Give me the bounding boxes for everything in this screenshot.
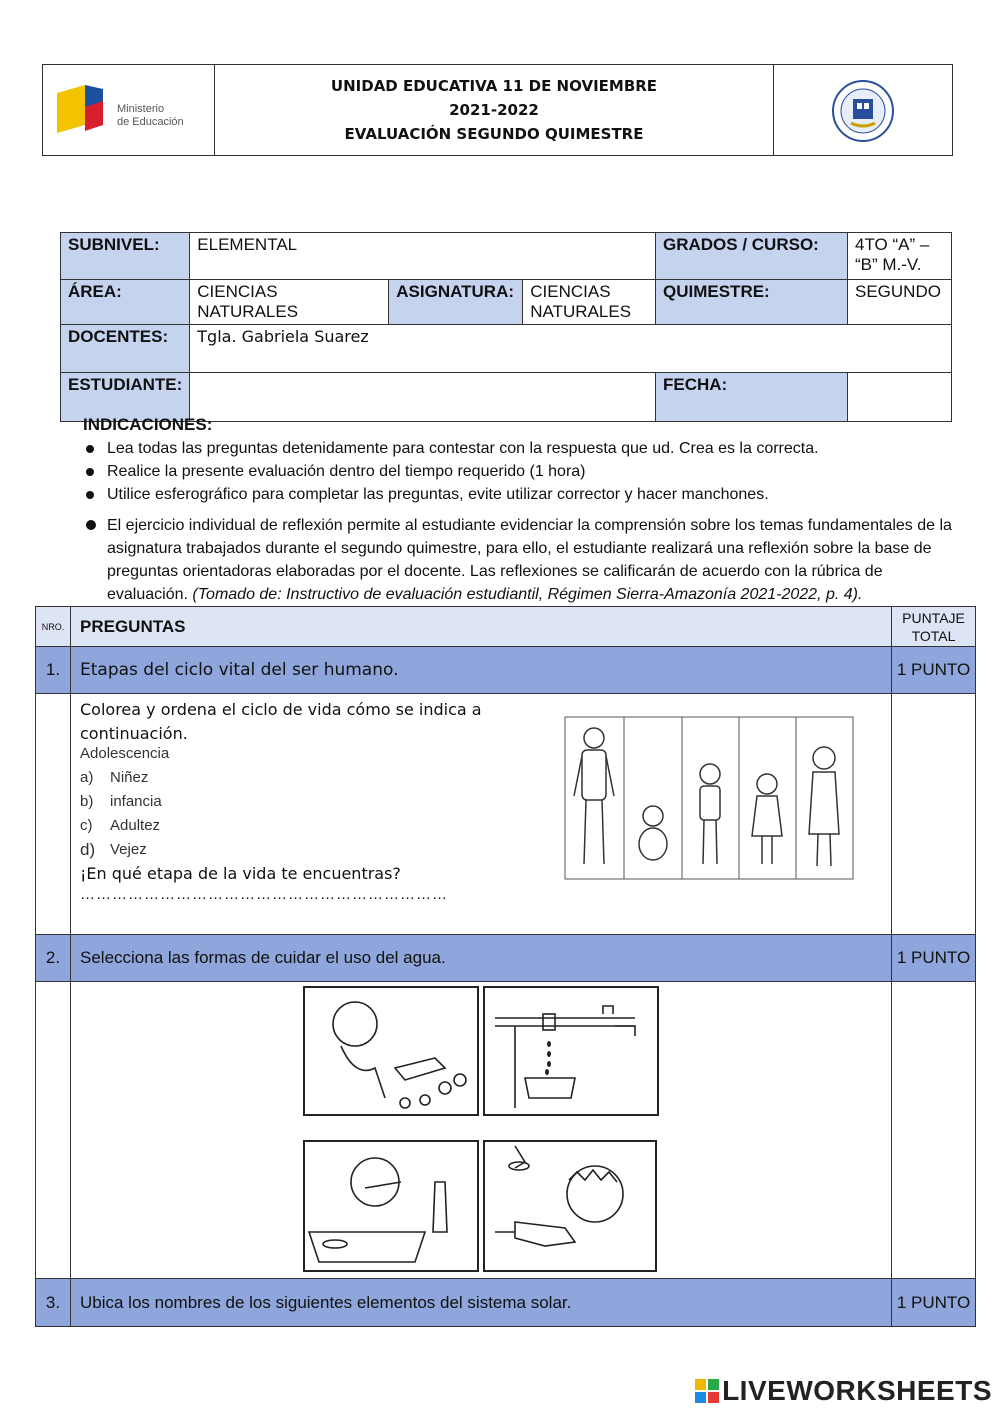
- question-number: 3.: [36, 1279, 71, 1326]
- toothbrush-icon: [305, 1142, 477, 1270]
- liveworksheets-icon: [694, 1378, 720, 1404]
- question-row-1: [36, 647, 975, 694]
- question-points: 1 PUNTO: [896, 660, 971, 679]
- list-item[interactable]: [80, 766, 169, 790]
- q1-question: ¡En qué etapa de la vida te encuentras?: [80, 864, 401, 883]
- table-header-row: [36, 607, 975, 647]
- washing-hands-image[interactable]: [483, 1140, 657, 1272]
- dripping-faucet-image[interactable]: [483, 986, 659, 1116]
- life-cycle-illustration: [564, 716, 854, 880]
- q1-options: [80, 742, 169, 862]
- q1-first-option: Adolescencia: [80, 745, 170, 762]
- option-letter: c): [80, 817, 93, 834]
- question-points: 1 PUNTO: [896, 1292, 971, 1312]
- asignatura-value: CIENCIAS NATURALES: [523, 280, 656, 325]
- question-points: 1 PUNTO: [896, 948, 971, 967]
- question-row-3: [36, 1279, 975, 1326]
- quimestre-label: QUIMESTRE:: [656, 280, 848, 325]
- option-text: infancia: [110, 793, 162, 810]
- brushing-teeth-image[interactable]: [303, 1140, 479, 1272]
- puntaje-header: PUNTAJE TOTAL: [902, 609, 965, 644]
- ministry-line1: Ministerio: [117, 103, 165, 115]
- nro-header: NRO.: [36, 607, 71, 646]
- shower-icon: [485, 1142, 655, 1270]
- school-name: UNIDAD EDUCATIVA 11 DE NOVIEMBRE: [330, 77, 658, 95]
- option-text: Adultez: [110, 817, 161, 834]
- q1-answer-line[interactable]: ……………………………………………………………: [80, 886, 448, 903]
- q1-instruction: Colorea y ordena el ciclo de vida cómo se indica a continuación.: [80, 700, 482, 743]
- option-letter: b): [80, 793, 94, 810]
- fecha-field[interactable]: [848, 373, 952, 422]
- brand-text: LIVEWORKSHEETS: [722, 1375, 992, 1406]
- document-header: [42, 64, 953, 156]
- rule-item: Lea todas las preguntas detenidamente para contestar con la respuesta que ud. Crea es la correcta.: [84, 437, 952, 460]
- option-text: Vejez: [110, 841, 147, 858]
- ministry-logo: [43, 65, 215, 155]
- faucet-icon: [485, 988, 657, 1114]
- list-item[interactable]: [80, 838, 169, 862]
- estudiante-label: ESTUDIANTE:: [61, 373, 190, 422]
- docentes-label: DOCENTES:: [61, 325, 190, 373]
- grados-label: GRADOS / CURSO:: [656, 233, 848, 280]
- list-item[interactable]: [80, 814, 169, 838]
- option-text: Niñez: [110, 769, 149, 786]
- fecha-label: FECHA:: [656, 373, 848, 422]
- question-title: Etapas del ciclo vital del ser humano.: [71, 647, 892, 693]
- question-number: 1.: [36, 647, 71, 693]
- question-number: 2.: [36, 935, 71, 981]
- asignatura-label: ASIGNATURA:: [389, 280, 523, 325]
- rule-item-reflection: [84, 514, 952, 606]
- rule-item: Utilice esferográfico para completar las preguntas, evite utilizar corrector y hacer manchones.: [84, 483, 952, 506]
- exam-title: EVALUACIÓN SEGUNDO QUIMESTRE: [344, 125, 644, 143]
- questions-table: [35, 606, 976, 1327]
- indicaciones-list: [84, 437, 952, 606]
- school-seal: [774, 65, 952, 155]
- question-row-2: [36, 935, 975, 982]
- student-info-table: [60, 232, 952, 422]
- subnivel-label: SUBNIVEL:: [61, 233, 190, 280]
- area-label: ÁREA:: [61, 280, 190, 325]
- question-body-1: [36, 694, 975, 935]
- question-title: Ubica los nombres de los siguientes elementos del sistema solar.: [71, 1279, 892, 1326]
- watering-can-icon: [305, 988, 477, 1114]
- estudiante-field[interactable]: [190, 373, 656, 422]
- school-year: 2021-2022: [449, 101, 539, 119]
- grados-value: 4TO “A” – “B” M.-V.: [848, 233, 952, 280]
- watering-plants-image[interactable]: [303, 986, 479, 1116]
- question-title: Selecciona las formas de cuidar el uso del agua.: [71, 935, 892, 981]
- option-letter: d): [80, 840, 96, 859]
- docentes-value: Tgla. Gabriela Suarez: [190, 325, 952, 373]
- preguntas-header: PREGUNTAS: [71, 607, 892, 646]
- rule-item: Realice la presente evaluación dentro del tiempo requerido (1 hora): [84, 460, 952, 483]
- subnivel-value: ELEMENTAL: [190, 233, 656, 280]
- liveworksheets-logo[interactable]: [694, 1375, 992, 1407]
- question-body-2: [36, 982, 975, 1279]
- area-value: CIENCIAS NATURALES: [190, 280, 389, 325]
- school-seal-icon: [831, 79, 895, 143]
- reflection-text: El ejercicio individual de reflexión permite al estudiante evidenciar la comprensión sobre los temas fundamentales de la asignatura trabajados durante el segundo quimestre, para ello, el estudiante realizará una reflexión sobre la base de preguntas orientadoras elaboradas por el docente. Las reflexiones se calificarán de acuerdo con la rúbrica de evaluación.: [107, 517, 952, 603]
- quimestre-value: SEGUNDO: [848, 280, 952, 325]
- reflection-citation: (Tomado de: Instructivo de evaluación estudiantil, Régimen Sierra-Amazonía 2021-2022, p. 4).: [192, 586, 863, 603]
- option-letter: a): [80, 769, 94, 786]
- ministry-line2: de Educación: [117, 116, 184, 128]
- list-item[interactable]: [80, 790, 169, 814]
- indicaciones-title: INDICACIONES:: [83, 415, 213, 434]
